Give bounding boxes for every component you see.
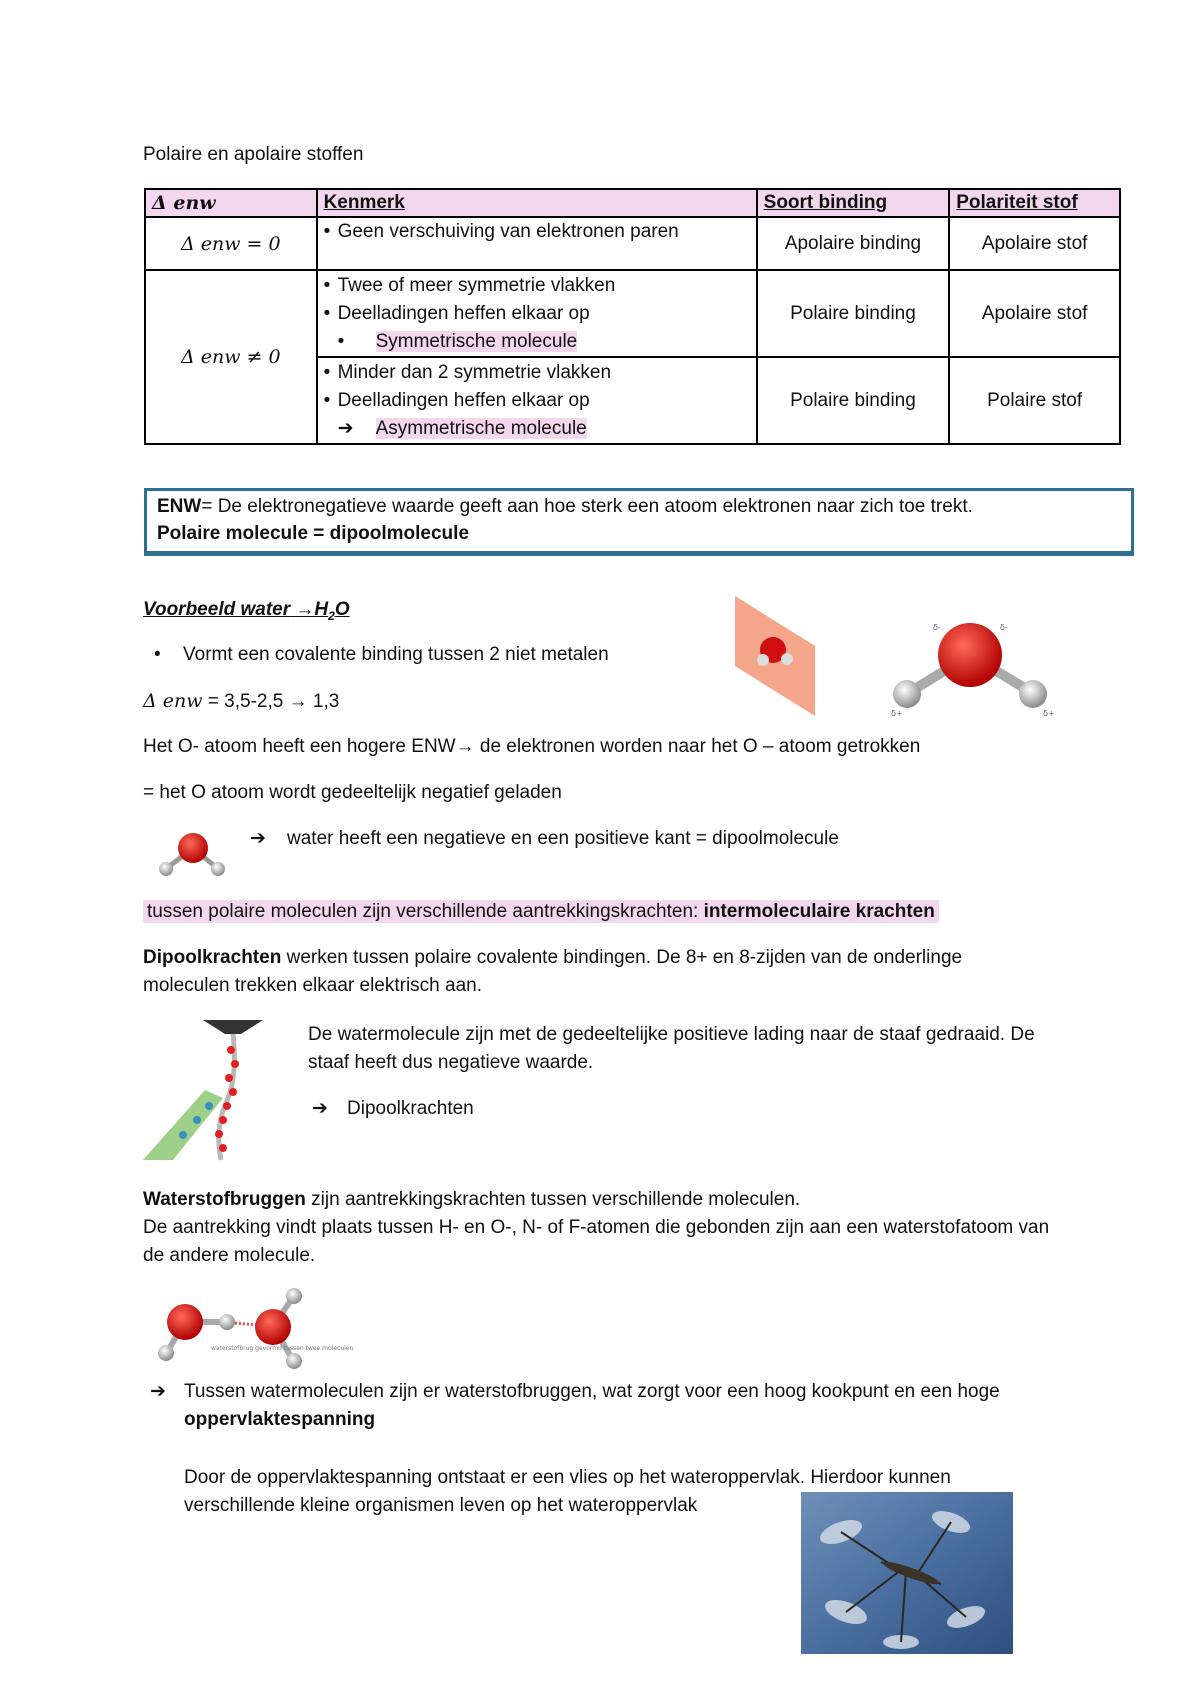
header-soort-binding: Soort binding <box>757 189 950 217</box>
enw-label: ENW <box>157 496 202 517</box>
cell-soort: Polaire binding <box>757 357 950 444</box>
definition-box <box>144 488 1134 556</box>
arrow-right-icon: ➔ <box>250 828 266 849</box>
list-item: • Deelladingen heffen elkaar op <box>324 387 750 415</box>
svg-text:δ-: δ- <box>933 623 941 632</box>
svg-text:δ+: δ+ <box>1043 709 1055 718</box>
table-header-row <box>145 189 1120 217</box>
svg-text:δ-: δ- <box>1000 623 1008 632</box>
example-heading: Voorbeeld water $\to H_2O$ <box>143 599 350 623</box>
hydrogen-bond-image <box>155 1282 354 1377</box>
cell-delta-zero: Δ enw = 0 <box>145 217 317 270</box>
cell-polariteit: Apolaire stof <box>949 217 1120 270</box>
small-water-molecule-image <box>155 828 231 882</box>
table-row <box>145 217 1120 270</box>
arrow-right-icon: ➔ <box>312 1098 328 1119</box>
table-row <box>145 270 1120 357</box>
cell-polariteit: Polaire stof <box>949 357 1120 444</box>
list-item: • Geen verschuiving van elektronen paren <box>324 218 750 246</box>
cell-soort: Polaire binding <box>757 270 950 357</box>
charged-rod-image <box>143 1020 293 1160</box>
polarity-table <box>144 188 1121 445</box>
asymmetric-label: Asymmetrische molecule <box>375 418 587 439</box>
dipool-arrow-item: Dipoolkrachten <box>347 1098 474 1119</box>
header-kenmerk: Kenmerk <box>317 189 757 217</box>
surface-tension-paragraph: Door de oppervlaktespanning ontstaat er een vlies op het wateroppervlak. Hierdoor kunnen verschillende kleine organismen leven op het wateroppervlak <box>184 1467 951 1516</box>
arrow-right-icon: → <box>295 599 315 620</box>
cell-polariteit: Apolaire stof <box>949 270 1120 357</box>
water-strider-photo <box>801 1492 1013 1654</box>
cell-delta-nonzero: Δ enw ≠ 0 <box>145 270 317 444</box>
header-polariteit: Polariteit stof <box>949 189 1120 217</box>
waterstof-paragraph: Waterstofbruggen zijn aantrekkingskrachten tussen verschillende moleculen. De aantrekking vindt plaats tussen H- en O-, N- of F-atomen die gebonden zijn aan een waterstofatoom van de andere molecule. <box>143 1189 1050 1266</box>
intermolecular-highlight: tussen polaire moleculen zijn verschillende aantrekkingskrachten: intermoleculaire krachten <box>143 898 939 926</box>
list-item: • Deelladingen heffen elkaar op <box>324 300 750 328</box>
header-delta-enw: Δ enw <box>145 189 317 217</box>
bullet-icon: • <box>337 331 345 352</box>
diagram-label: waterstofbrug gevormd tussen twee moleculen <box>211 1345 354 1352</box>
symmetric-label: Symmetrische molecule <box>375 331 578 352</box>
list-item: • Twee of meer symmetrie vlakken <box>324 272 750 300</box>
cell-soort: Apolaire binding <box>757 217 950 270</box>
dipole-conclusion: water heeft een negatieve en een positieve kant = dipoolmolecule <box>287 828 839 849</box>
bullet-icon: • <box>154 644 161 665</box>
partial-charge-line: = het O atoom wordt gedeeltelijk negatief geladen <box>143 782 562 803</box>
dipool-paragraph: Dipoolkrachten werken tussen polaire covalente bindingen. De 8+ en 8-zijden van de onderlinge moleculen trekken elkaar elektrisch aan. <box>143 947 963 996</box>
arrow-right-icon: ➔ <box>150 1381 166 1402</box>
svg-text:δ+: δ+ <box>891 709 903 718</box>
covalent-bullet: Vormt een covalente binding tussen 2 niet metalen <box>183 644 609 665</box>
arrow-right-icon: ➔ <box>337 418 354 439</box>
page-title: Polaire en apolaire stoffen <box>143 144 364 165</box>
oxygen-line: Het O- atoom heeft een hogere ENW→ de elektronen worden naar het O – atoom getrokken <box>143 736 921 757</box>
polar-definition: Polaire molecule = dipoolmolecule <box>157 523 470 544</box>
enw-calculation: Δ enw = 3,5-2,5 → 1,3 <box>143 690 340 712</box>
water-molecule-plane-image <box>735 596 815 716</box>
surface-tension-conclusion: Tussen watermoleculen zijn er waterstofbruggen, wat zorgt voor een hoog kookpunt en een hoge oppervlaktespanning <box>184 1381 1000 1430</box>
water-dipole-image <box>885 620 1055 720</box>
enw-definition: = De elektronegatieve waarde geeft aan hoe sterk een atoom elektronen naar zich toe trekt. <box>201 496 973 517</box>
rod-description: De watermolecule zijn met de gedeeltelijke positieve lading naar de staaf gedraaid. De staaf heeft dus negatieve waarde. <box>308 1024 1035 1073</box>
list-item: • Minder dan 2 symmetrie vlakken <box>324 359 750 387</box>
